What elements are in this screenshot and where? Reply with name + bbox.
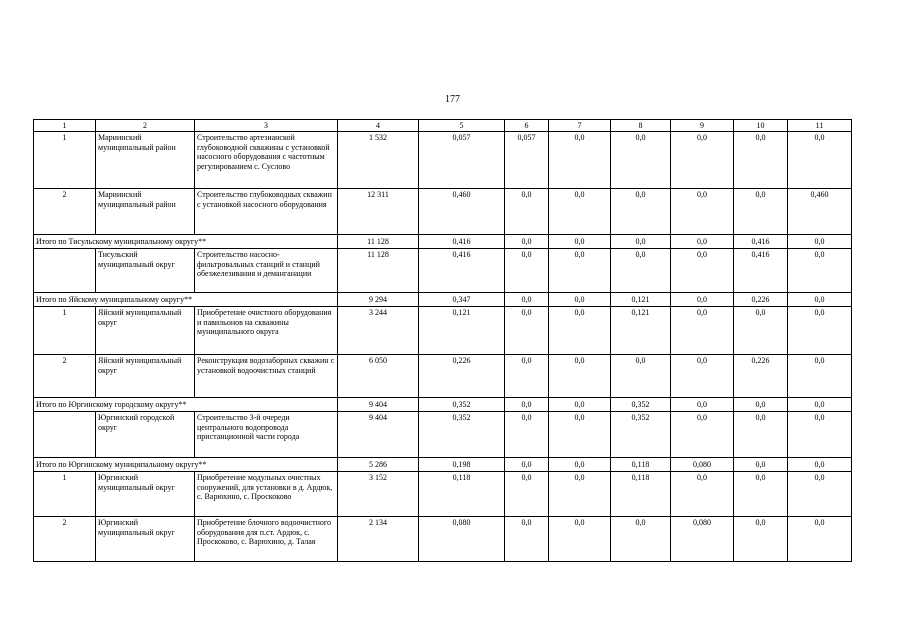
value-cell: 0,121 (611, 307, 671, 355)
project-cell: Строительство глубоководных скважин с установкой насосного оборудования (195, 189, 338, 235)
row-number: 1 (34, 132, 96, 189)
district-cell: Юргинский городской округ (96, 412, 195, 458)
value-cell: 0,0 (671, 472, 734, 517)
table-row (34, 249, 852, 293)
value-cell: 0,080 (671, 517, 734, 562)
value-cell: 0,198 (419, 458, 505, 472)
value-cell: 9 404 (338, 398, 419, 412)
column-number: 8 (611, 120, 671, 132)
table-row (34, 307, 852, 355)
value-cell: 0,0 (671, 132, 734, 189)
total-label: Итого по Яйскому муниципальному округу** (34, 293, 338, 307)
value-cell: 3 152 (338, 472, 419, 517)
value-cell: 0,0 (505, 472, 549, 517)
value-cell: 0,0 (549, 412, 611, 458)
value-cell: 9 404 (338, 412, 419, 458)
row-number: 1 (34, 307, 96, 355)
value-cell: 0,0 (788, 517, 852, 562)
table-body (34, 120, 852, 562)
table-row (34, 412, 852, 458)
value-cell: 0,0 (611, 249, 671, 293)
column-number: 10 (734, 120, 788, 132)
district-cell: Тисульский муниципальный округ (96, 249, 195, 293)
value-cell: 9 294 (338, 293, 419, 307)
row-number: 2 (34, 189, 96, 235)
value-cell: 0,0 (671, 249, 734, 293)
value-cell: 0,460 (788, 189, 852, 235)
value-cell: 0,352 (611, 412, 671, 458)
value-cell: 12 311 (338, 189, 419, 235)
value-cell: 0,0 (549, 189, 611, 235)
value-cell: 0,0 (671, 189, 734, 235)
value-cell: 0,121 (419, 307, 505, 355)
page-number: 177 (445, 94, 460, 105)
column-number: 7 (549, 120, 611, 132)
district-cell: Юргинский муниципальный округ (96, 517, 195, 562)
value-cell: 0,0 (734, 517, 788, 562)
value-cell: 0,118 (611, 472, 671, 517)
value-cell: 0,0 (549, 398, 611, 412)
table-row (34, 355, 852, 398)
value-cell: 0,080 (671, 458, 734, 472)
row-number: 2 (34, 517, 96, 562)
project-cell: Реконструкция водозаборных скважин с установкой водоочистных станций (195, 355, 338, 398)
value-cell: 3 244 (338, 307, 419, 355)
value-cell: 0,0 (549, 307, 611, 355)
value-cell: 0,0 (549, 132, 611, 189)
value-cell: 1 532 (338, 132, 419, 189)
value-cell: 0,0 (611, 517, 671, 562)
funding-table (33, 119, 852, 562)
row-number: 2 (34, 355, 96, 398)
value-cell: 0,0 (505, 293, 549, 307)
row-number: 1 (34, 472, 96, 517)
value-cell: 11 128 (338, 249, 419, 293)
value-cell: 0,0 (788, 412, 852, 458)
column-number: 6 (505, 120, 549, 132)
value-cell: 0,0 (611, 132, 671, 189)
value-cell: 0,0 (671, 235, 734, 249)
value-cell: 0,0 (549, 355, 611, 398)
value-cell: 0,0 (505, 307, 549, 355)
total-label: Итого по Юргинскому городскому округу** (34, 398, 338, 412)
table-row (34, 472, 852, 517)
project-cell: Строительство артезианской глубоководной скважины с установкой насосного оборудования с частотным регулированием с. Суслово (195, 132, 338, 189)
column-number: 1 (34, 120, 96, 132)
value-cell: 0,0 (549, 472, 611, 517)
value-cell: 0,0 (788, 355, 852, 398)
value-cell: 0,0 (505, 235, 549, 249)
column-number: 5 (419, 120, 505, 132)
value-cell: 0,0 (549, 293, 611, 307)
value-cell: 0,0 (611, 235, 671, 249)
value-cell: 0,0 (734, 132, 788, 189)
value-cell: 11 128 (338, 235, 419, 249)
value-cell: 0,0 (734, 412, 788, 458)
value-cell: 0,460 (419, 189, 505, 235)
value-cell: 0,226 (419, 355, 505, 398)
total-label: Итого по Юргинскому муниципальному округу** (34, 458, 338, 472)
value-cell: 0,352 (611, 398, 671, 412)
total-row (34, 293, 852, 307)
value-cell: 0,0 (549, 517, 611, 562)
total-row (34, 458, 852, 472)
table-row (34, 132, 852, 189)
value-cell: 0,0 (611, 189, 671, 235)
value-cell: 0,0 (788, 472, 852, 517)
value-cell: 0,0 (671, 307, 734, 355)
value-cell: 0,0 (611, 355, 671, 398)
value-cell: 0,0 (788, 293, 852, 307)
value-cell: 0,0 (505, 398, 549, 412)
project-cell: Приобретение блочного водоочистного оборудования для п.ст. Ардюк, с. Проскоково, с. Варюхино, д. Талая (195, 517, 338, 562)
value-cell: 0,0 (505, 458, 549, 472)
value-cell: 2 134 (338, 517, 419, 562)
value-cell: 0,0 (549, 458, 611, 472)
value-cell: 0,118 (419, 472, 505, 517)
value-cell: 0,0 (549, 235, 611, 249)
project-cell: Строительство 3-й очереди центрального водопровода пристанционной части города (195, 412, 338, 458)
value-cell: 0,352 (419, 398, 505, 412)
value-cell: 0,352 (419, 412, 505, 458)
value-cell: 0,0 (734, 307, 788, 355)
column-number: 3 (195, 120, 338, 132)
column-number: 9 (671, 120, 734, 132)
table-row (34, 189, 852, 235)
value-cell: 0,0 (505, 249, 549, 293)
value-cell: 0,0 (671, 412, 734, 458)
value-cell: 0,057 (505, 132, 549, 189)
project-cell: Приобретение модульных очистных сооружений, для установки в д. Ардюк, с. Варюхино, с. Проскоково (195, 472, 338, 517)
value-cell: 0,416 (419, 249, 505, 293)
value-cell: 0,416 (419, 235, 505, 249)
value-cell: 0,0 (788, 398, 852, 412)
value-cell: 0,226 (734, 293, 788, 307)
project-cell: Приобретение очистного оборудования и павильонов на скважины муниципального округа (195, 307, 338, 355)
value-cell: 0,0 (788, 307, 852, 355)
value-cell: 0,0 (505, 412, 549, 458)
total-row (34, 235, 852, 249)
total-row (34, 398, 852, 412)
value-cell: 0,0 (788, 235, 852, 249)
value-cell: 0,0 (671, 355, 734, 398)
value-cell: 0,0 (734, 189, 788, 235)
row-number (34, 249, 96, 293)
column-number: 4 (338, 120, 419, 132)
value-cell: 0,118 (611, 458, 671, 472)
value-cell: 0,080 (419, 517, 505, 562)
value-cell: 0,416 (734, 235, 788, 249)
value-cell: 0,057 (419, 132, 505, 189)
total-label: Итого по Тисульскому муниципальному округу** (34, 235, 338, 249)
value-cell: 0,0 (505, 355, 549, 398)
value-cell: 0,226 (734, 355, 788, 398)
value-cell: 5 286 (338, 458, 419, 472)
district-cell: Мариинский муниципальный район (96, 189, 195, 235)
column-number: 11 (788, 120, 852, 132)
row-number (34, 412, 96, 458)
value-cell: 0,0 (734, 472, 788, 517)
value-cell: 0,0 (734, 458, 788, 472)
value-cell: 0,416 (734, 249, 788, 293)
value-cell: 0,0 (671, 398, 734, 412)
project-cell: Строительство насосно-фильтровальных станций и станций обезжелезивания и деманганации (195, 249, 338, 293)
value-cell: 0,0 (671, 293, 734, 307)
value-cell: 0,0 (788, 132, 852, 189)
value-cell: 6 050 (338, 355, 419, 398)
value-cell: 0,0 (734, 398, 788, 412)
value-cell: 0,0 (505, 517, 549, 562)
value-cell: 0,0 (788, 249, 852, 293)
value-cell: 0,0 (549, 249, 611, 293)
district-cell: Яйский муниципальный округ (96, 355, 195, 398)
value-cell: 0,121 (611, 293, 671, 307)
district-cell: Яйский муниципальный округ (96, 307, 195, 355)
value-cell: 0,0 (505, 189, 549, 235)
district-cell: Юргинский муниципальный округ (96, 472, 195, 517)
value-cell: 0,347 (419, 293, 505, 307)
value-cell: 0,0 (788, 458, 852, 472)
column-number: 2 (96, 120, 195, 132)
district-cell: Мариинский муниципальный район (96, 132, 195, 189)
column-number-row (34, 120, 852, 132)
table-row (34, 517, 852, 562)
